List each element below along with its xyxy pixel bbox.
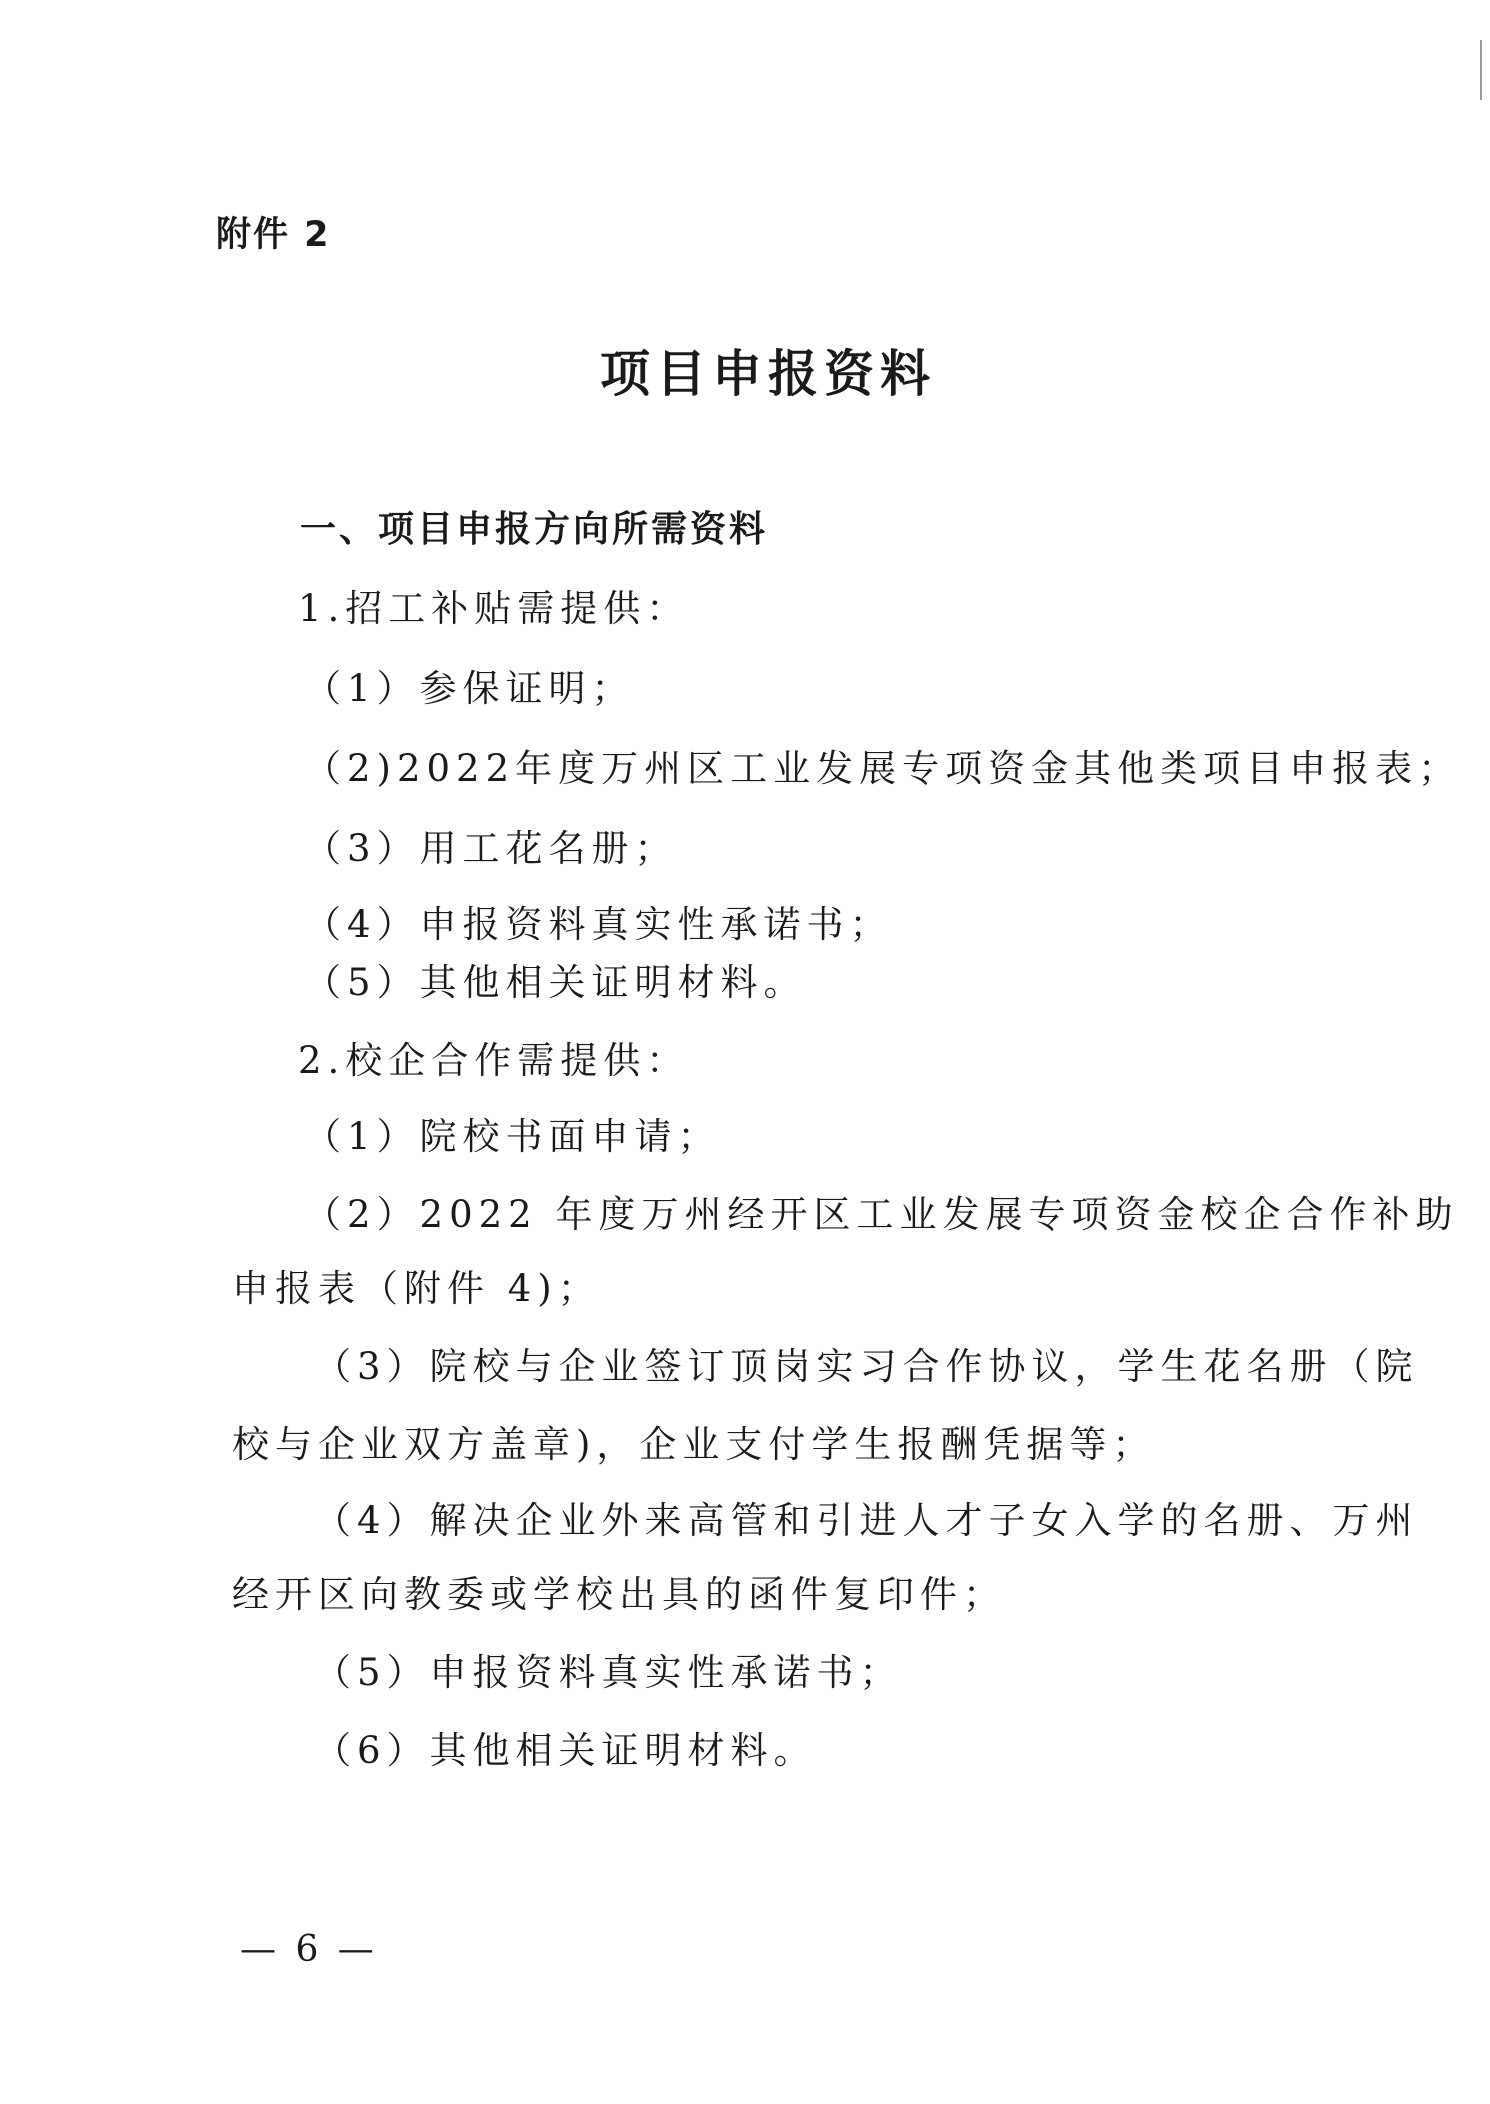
scan-edge-mark [1480,40,1482,100]
part2-item: （1）院校书面申请； [304,1115,721,1158]
part1-item: （3）用工花名册； [304,827,678,870]
part2-item: （2）2022 年度万州经开区工业发展专项资金校企合作补助 [304,1193,1459,1236]
attachment-label: 附件 2 [216,215,331,255]
part2-item: （6）其他相关证明材料。 [314,1729,817,1772]
part1-item: （2)2022年度万州区工业发展专项资金其他类项目申报表； [304,747,1462,790]
part2-heading: 2.校企合作需提供： [298,1039,690,1082]
part2-item-continuation: 校与企业双方盖章)，企业支付学生报酬凭据等； [232,1423,1156,1466]
part2-item: （4）解决企业外来高管和引进人才子女入学的名册、万州 [314,1499,1419,1542]
part1-item: （5）其他相关证明材料。 [304,961,807,1004]
page-number: — 6 — [240,1929,378,1970]
part2-item: （3）院校与企业签订顶岗实习合作协议，学生花名册（院 [314,1345,1419,1388]
document-title: 项目申报资料 [600,345,936,403]
part2-item-continuation: 经开区向教委或学校出具的函件复印件； [232,1573,1006,1616]
part1-item: （4）申报资料真实性承诺书； [304,903,893,946]
part1-heading: 1.招工补贴需提供： [298,587,690,630]
section-heading: 一、项目申报方向所需资料 [300,509,769,550]
part1-item: （1）参保证明； [304,667,635,710]
part2-item: （5）申报资料真实性承诺书； [314,1651,903,1694]
part2-item-continuation: 申报表（附件 4)； [232,1267,601,1310]
